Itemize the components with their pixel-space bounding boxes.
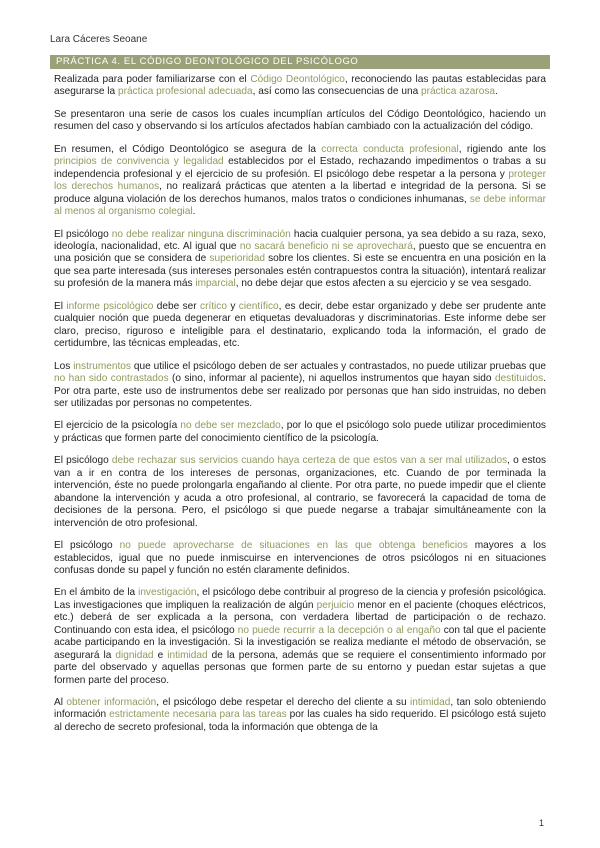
text-run: El psicólogo: [54, 540, 120, 552]
text-run: El ejercicio de la psicología: [54, 420, 181, 432]
highlighted-term: dignidad: [115, 649, 154, 661]
highlighted-term: no debe ser mezclado: [180, 420, 281, 432]
text-run: El: [54, 300, 67, 312]
text-run: sobre los clientes. Si este se encuentra en una posición en la que sea parte interesada (sus intereses personales estén contrapuestos contra la situación), intentará realizar su profesión de la manera más: [54, 253, 546, 290]
text-run: mayores a los establecidos, igual que no puede inmiscuirse en intervenciones de otros psicólogos ni en situaciones confusas donde su papel y función no estén claramente definidos.: [54, 540, 546, 576]
text-run: El psicólogo: [54, 455, 112, 467]
text-run: , el psicólogo debe contribuir al progreso de la ciencia y profesión psicológica. Las investigaciones que impliquen la realización de algún: [54, 587, 546, 611]
highlighted-term: principios de convivencia y legalidad: [54, 156, 224, 168]
highlighted-term: no debe realizar ninguna discriminación: [111, 228, 291, 240]
highlighted-term: crítico: [200, 300, 227, 312]
text-run: , o estos van a ir en contra de los intereses de personas, organizaciones, etc. Cuando de por terminada la intervención, éste no puede prolongarla engañando al cliente. Por otra parte, no puede impedir que el cliente abandone la intervención y acuda a otro profesional, al contrario, se favorecerá la capacidad de toma de decisiones de la persona. Pero, el psicólogo si que puede negarse a trabajar simultáneamente con la intervención de otro profesional.: [54, 455, 547, 529]
text-run: , así como las consecuencias de una: [252, 86, 421, 98]
text-run: y: [226, 300, 239, 312]
highlighted-term: instrumentos: [73, 360, 131, 372]
text-run: , por lo que el psicólogo solo puede utilizar procedimientos y prácticas que formen parte del conocimiento científico de la psicología.: [54, 420, 546, 444]
highlighted-term: intimidad: [410, 697, 451, 709]
text-run: , no realizará prácticas que atenten a la libertad e integridad de la persona. Si se produce alguna violación de los derechos humanos, malos tratos o condiciones inhumanas,: [54, 181, 546, 205]
highlighted-term: proteger los derechos humanos: [54, 168, 546, 193]
paragraph: [54, 540, 546, 577]
highlighted-term: intimidad: [167, 649, 208, 661]
text-run: , no debe dejar que estos afecten a su ejercicio y se vea sesgado.: [235, 278, 532, 290]
text-run: En el ámbito de la: [54, 587, 139, 599]
text-run: .: [495, 86, 498, 98]
highlighted-term: investigación: [138, 587, 197, 599]
text-run: e: [153, 649, 168, 661]
paragraph: [54, 361, 546, 411]
paragraph: [54, 144, 546, 219]
text-run: , puesto que se encuentra en una posición que se considera de: [54, 240, 546, 265]
text-run: hacia cualquier persona, ya sea debido a su raza, sexo, ideología, nacionalidad, etc. Al igual que: [54, 228, 546, 252]
highlighted-term: superioridad: [209, 253, 265, 265]
highlighted-term: práctica azarosa: [420, 86, 496, 98]
text-run: , el psicólogo debe respetar el derecho del cliente a su: [156, 697, 410, 709]
text-run: El psicólogo: [54, 228, 112, 240]
page-number: 1: [538, 818, 544, 828]
paragraph: [54, 697, 546, 734]
paragraph: [54, 301, 546, 351]
text-run: con tal que el paciente acabe participando en la investigación. Si la investigación se realiza mediante el método de observación, se asegurará la: [54, 624, 546, 661]
highlighted-term: perjuicio: [316, 599, 355, 611]
paragraph: [54, 74, 546, 99]
author-name: Lara Cáceres Seoane: [50, 34, 148, 45]
text-run: , es decir, debe estar organizado y debe ser prudente ante cualquier noción que pueda degenerar en etiquetas devaluadoras y discriminatorias. Este informe debe ser claro, preciso, riguroso e inteligible para el destinatario, explicando toda la información, el grado de certidumbre, las técnicas empleadas, etc.: [54, 300, 547, 350]
highlighted-term: científico: [238, 300, 279, 312]
highlighted-term: imparcial: [195, 278, 236, 290]
text-run: (o sino, informar al paciente), ni aquellos instrumentos que hayan sido: [168, 373, 495, 385]
highlighted-term: práctica profesional adecuada: [117, 86, 253, 98]
highlighted-term: estrictamente necesaria para las tareas: [109, 709, 287, 721]
highlighted-term: no puede recurrir a la decepción o al engaño: [237, 624, 441, 636]
text-run: Se presentaron una serie de casos los cuales incumplían artículos del Código Deontológico, haciendo un resumen del caso y observando si los artículos afectados habían cambiado con la actualización del código.: [54, 108, 546, 133]
text-run: menor en el paciente (choques eléctricos, etc.) deberá de ser explicada a la persona, con verdadera libertad de participación o de rechazo. Continuando con esta idea, el psicólogo: [54, 599, 546, 636]
text-run: establecidos por el Estado, rechazando impedimentos o trabas a su independencia profesional y el ejercicio de su profesión. El psicólogo debe respetar a la persona y: [54, 156, 546, 180]
text-run: de la persona, además que se requiere el consentimiento informado por parte del observado y aquellas personas que formen parte de su entorno y puedan estar sujetas a que formen parte del proceso.: [54, 649, 546, 686]
text-run: , reconociendo las pautas establecidas para asegurarse la: [54, 74, 546, 98]
text-run: que utilice el psicólogo deben de ser actuales y contrastados, no puede utilizar pruebas que: [130, 360, 546, 372]
text-run: Al: [54, 697, 67, 709]
text-run: debe ser: [153, 300, 201, 312]
paragraph: [54, 587, 546, 687]
section-title-banner: PRÁCTICA 4. EL CÓDIGO DEONTOLÓGICO DEL PSICÓLOGO: [50, 55, 550, 69]
highlighted-term: debe rechazar sus servicios cuando haya certeza de que estos van a ser mal utilizados: [111, 455, 508, 467]
text-run: .: [192, 206, 196, 218]
text-run: . Por otra parte, este uso de instrumentos debe ser realizado por personas que han sido instruidas, no deben ser utilizadas por personas no competentes.: [54, 373, 547, 409]
text-run: Los: [54, 360, 74, 372]
text-run: , tan solo obteniendo información: [54, 697, 546, 721]
highlighted-term: no sacará beneficio ni se aprovechará: [239, 240, 413, 252]
highlighted-term: correcta conducta profesional: [321, 143, 459, 155]
paragraph: [54, 109, 546, 134]
paragraph: [54, 420, 546, 445]
highlighted-term: se debe informar al menos al organismo colegial: [54, 193, 546, 218]
text-run: En resumen, el Código Deontológico se asegura de la: [54, 143, 322, 155]
paragraph: [54, 455, 546, 530]
text-run: , rigiendo ante los: [458, 143, 546, 155]
highlighted-term: informe psicológico: [66, 300, 154, 312]
paragraph: [54, 229, 546, 291]
highlighted-term: no han sido contrastados: [54, 373, 169, 385]
text-run: por las cuales ha sido requerido. El psicólogo está sujeto al derecho de secreto profesional, toda la información que obtenga de la: [54, 709, 547, 733]
text-run: Realizada para poder familiarizarse con el: [54, 74, 251, 85]
highlighted-term: obtener información: [66, 697, 157, 709]
highlighted-term: no puede aprovecharse de situaciones en las que obtenga beneficios: [119, 540, 468, 552]
highlighted-term: destituidos: [494, 373, 544, 385]
document-body: [54, 74, 546, 744]
highlighted-term: Código Deontológico: [250, 74, 345, 85]
